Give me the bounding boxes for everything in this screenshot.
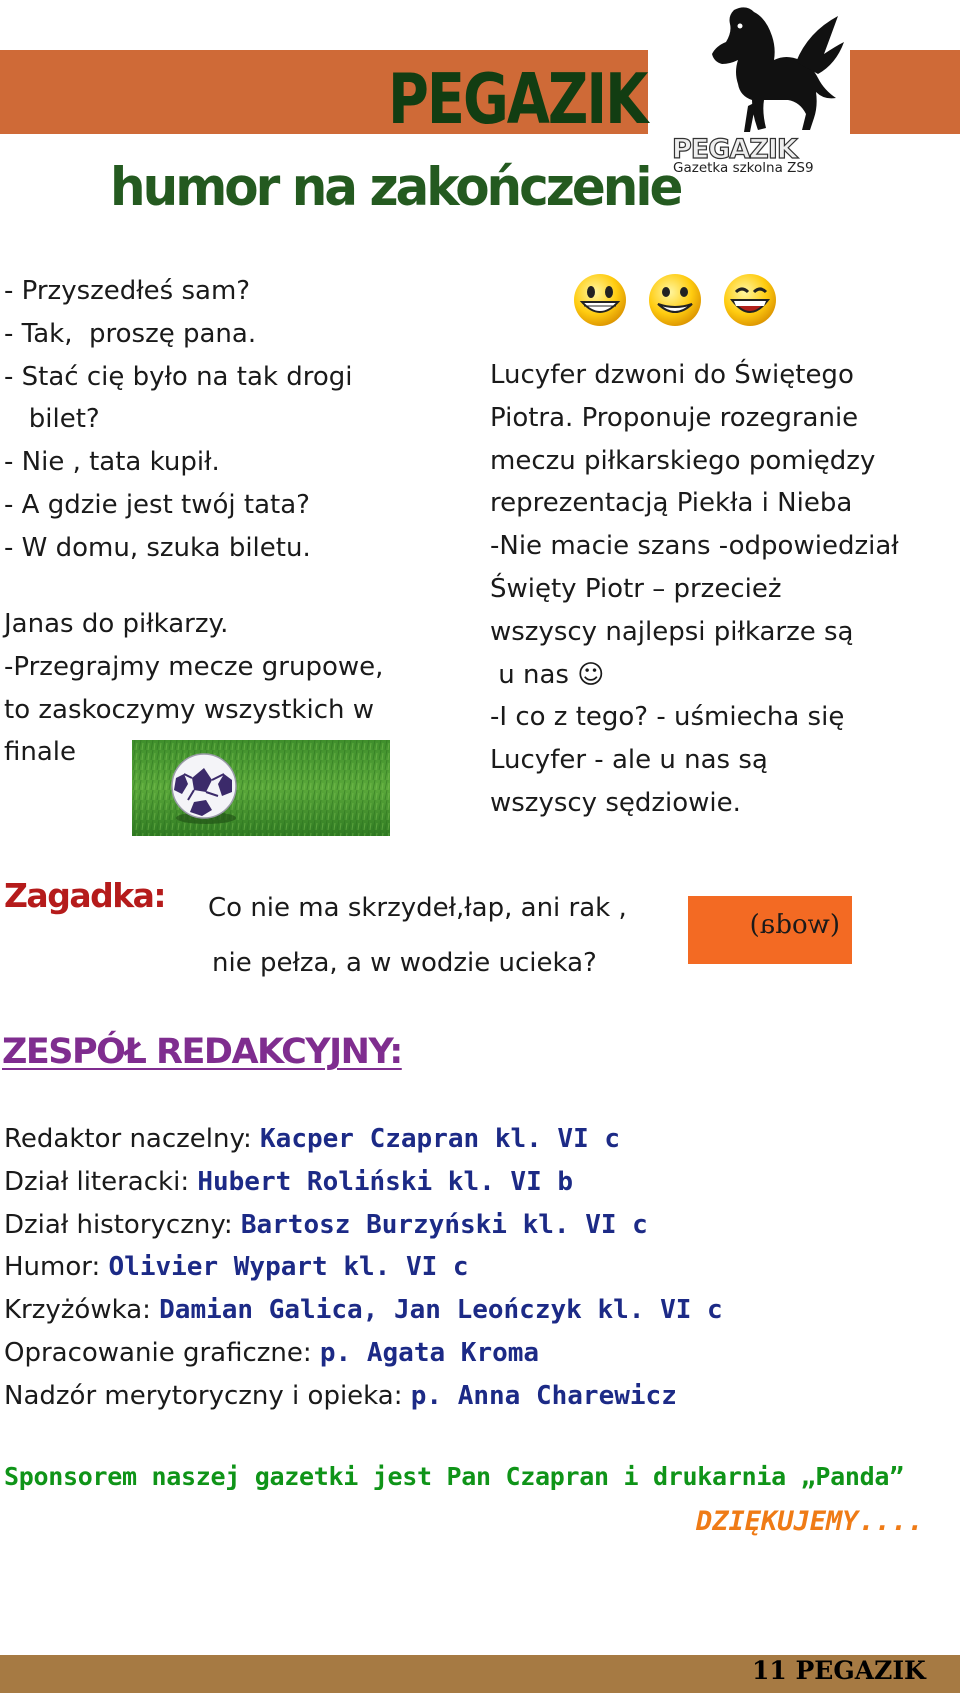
joke-line: meczu piłkarskiego pomiędzy <box>490 445 876 476</box>
page-number-footer: 11 PEGAZIK <box>752 1656 926 1685</box>
joke-line: u nas ☺ <box>490 659 605 690</box>
team-role: Humor: <box>4 1252 109 1283</box>
joke-line: reprezentacją Piekła i Nieba <box>490 488 853 519</box>
section-title: humor na zakończenie <box>110 156 681 218</box>
joke-line: bilet? <box>4 404 100 435</box>
team-row <box>4 1161 723 1204</box>
joke-line: to zaskoczymy wszystkich w <box>4 694 375 725</box>
riddle-label: Zagadka: <box>4 876 166 915</box>
logo-wordmark: PEGAZIK <box>672 134 797 165</box>
joke-ticket <box>4 270 352 570</box>
thanks-text: DZIĘKUJEMY.... <box>696 1506 924 1537</box>
smiley-icon <box>574 274 626 326</box>
team-role: Opracowanie graficzne: <box>4 1337 320 1368</box>
riddle-question-line2: nie pełza, a w wodzie ucieka? <box>212 948 597 978</box>
joke-line: - Tak, proszę pana. <box>4 318 257 349</box>
team-row <box>4 1375 723 1418</box>
sponsor-note: Sponsorem naszej gazetki jest Pan Czapran i drukarnia „Panda” <box>4 1462 904 1491</box>
joke-line: Święty Piotr – przecież <box>490 573 782 604</box>
team-row <box>4 1118 723 1161</box>
joke-line: - Przyszedłeś sam? <box>4 276 251 306</box>
team-row <box>4 1289 723 1332</box>
joke-line: -I co z tego? - uśmiecha się <box>490 702 845 733</box>
joke-line: Lucyfer - ale u nas są <box>490 745 768 776</box>
laughing-icon <box>724 274 776 326</box>
team-member-name: Kacper Czapran kl. VI c <box>260 1124 621 1154</box>
header-band-right <box>850 50 960 134</box>
masthead-title: PEGAZIK <box>388 58 647 140</box>
joke-line: wszyscy najlepsi piłkarze są <box>490 616 854 647</box>
smiley-icon <box>649 274 701 326</box>
joke-line: - A gdzie jest twój tata? <box>4 489 310 520</box>
team-list <box>4 1118 723 1418</box>
team-member-name: p. Agata Kroma <box>319 1337 540 1368</box>
team-role: Krzyżówka: <box>4 1295 160 1326</box>
team-row <box>4 1204 723 1247</box>
team-role: Dział historyczny: <box>4 1209 241 1240</box>
joke-line: - Stać cię było na tak drogi <box>4 361 353 392</box>
joke-line: - Nie , tata kupił. <box>4 447 220 478</box>
joke-line: -Przegrajmy mecze grupowe, <box>4 651 384 682</box>
joke-line: wszyscy sędziowie. <box>490 787 741 818</box>
smiley-icons <box>570 272 780 328</box>
riddle-answer-mirrored: (woda) <box>749 910 840 940</box>
team-row <box>4 1246 723 1289</box>
joke-line: Lucyfer dzwoni do Świętego <box>490 360 854 390</box>
team-member-name: p. Anna Charewicz <box>410 1380 677 1411</box>
logo-caption: Gazetka szkolna ZS9 <box>673 160 814 176</box>
team-title: ZESPÓŁ REDAKCYJNY: <box>2 1032 402 1072</box>
team-member-name: Bartosz Burzyński kl. VI c <box>240 1209 648 1240</box>
team-row <box>4 1332 723 1375</box>
soccer-ball-image <box>132 740 390 836</box>
joke-line: - W domu, szuka biletu. <box>4 532 311 563</box>
team-role: Nadzór merytoryczny i opieka: <box>4 1380 411 1411</box>
team-role: Redaktor naczelny: <box>4 1124 261 1154</box>
joke-lucyfer <box>490 354 899 825</box>
team-member-name: Olivier Wypart kl. VI c <box>108 1252 469 1283</box>
team-role: Dział literacki: <box>4 1166 198 1197</box>
joke-line: finale <box>4 737 77 768</box>
joke-line: Piotra. Proponuje rozegranie <box>490 402 859 433</box>
riddle-question-line1: Co nie ma skrzydeł,łap, ani rak , <box>208 893 627 923</box>
team-member-name: Damian Galica, Jan Leończyk kl. VI c <box>159 1295 723 1326</box>
joke-line: Janas do piłkarzy. <box>4 609 229 639</box>
joke-line: -Nie macie szans -odpowiedział <box>490 531 899 562</box>
team-member-name: Hubert Roliński kl. VI b <box>197 1166 574 1197</box>
